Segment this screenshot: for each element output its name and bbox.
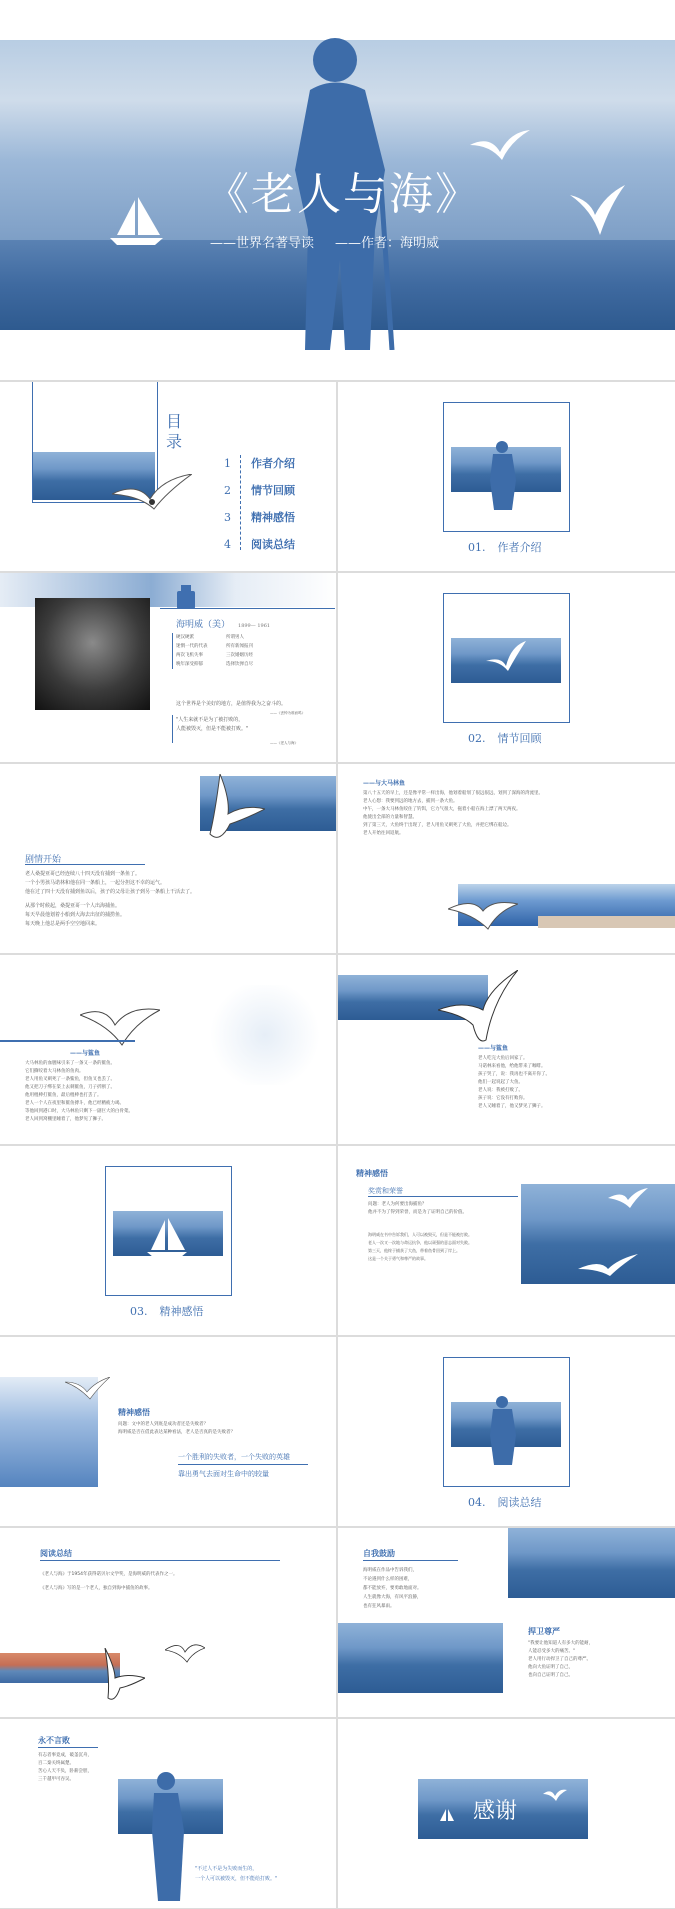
selfcheer-heading-2: 捍卫尊严 — [528, 1626, 560, 1636]
plot-heading: ——与大马林鱼 — [363, 780, 406, 787]
dock-image — [538, 916, 675, 928]
author-slide — [0, 573, 336, 762]
spirit-highlight-line — [178, 1464, 308, 1465]
plot-1-slide — [0, 764, 336, 953]
toc-item-1[interactable]: 1 作者介绍 — [224, 457, 295, 470]
seagull-icon — [200, 774, 265, 848]
thanks-slide — [338, 1719, 675, 1908]
thanks-label: 感谢 — [473, 1799, 518, 1824]
seagull-icon — [608, 1188, 648, 1214]
section-number: 03. 精神感悟 — [130, 1305, 204, 1318]
old-man-silhouette — [488, 440, 520, 514]
spirit-heading: 精神感悟 — [356, 1168, 388, 1178]
spirit-2-slide — [0, 1337, 336, 1526]
old-man-silhouette — [148, 1771, 188, 1905]
section-3-slide — [0, 1146, 336, 1335]
seagull-icon — [80, 1005, 160, 1054]
plot-para: 老人吃完大鱼后回家了。 马诺林来看他，给他带来了咖啡。 孩子哭了，说：我再也不离开你了。 他们一起说起了大鱼。 老人说：我被打败了。 孩子说：它没有打败你。 老人又睡着了，他又梦见了狮子。 — [478, 1056, 550, 1109]
selfcheer-sea-bottom — [338, 1623, 503, 1693]
plot-heading: ——与鲨鱼 — [478, 1045, 509, 1052]
never-heading: 永不言败 — [38, 1735, 70, 1745]
summary-heading-line — [40, 1560, 280, 1561]
plot-para-2: 从那个时候起，桑提亚哥一个人出海捕鱼。 每天早晨他划着小船到大海去出征的捕捞鱼。 每天晚上他总是两手空空地回来。 — [25, 903, 126, 927]
plot-heading: ——与鲨鱼 — [70, 1050, 101, 1057]
plot-4-slide — [338, 955, 675, 1144]
seagull-icon — [165, 1640, 205, 1669]
cover-subtitle: ——世界名著导读 — [210, 236, 315, 251]
section-number: 01. 作者介绍 — [468, 541, 542, 554]
toc-item-4[interactable]: 4 阅读总结 — [224, 538, 295, 551]
seagull-icon — [100, 1648, 145, 1707]
seagull-icon — [438, 970, 518, 1049]
spirit-1-slide — [338, 1146, 675, 1335]
author-line — [160, 608, 335, 609]
cover-author: ——作者：海明威 — [335, 236, 440, 251]
section-number: 04. 阅读总结 — [468, 1496, 542, 1509]
author-name: 海明威（美） 1899— 1961 — [176, 620, 271, 630]
selfcheer-sea-top — [508, 1528, 675, 1598]
toc-item-3[interactable]: 3 精神感悟 — [224, 511, 295, 524]
seagull-icon — [112, 474, 192, 523]
never-para: 有志者事竟成，破釜沉舟， 百二秦关终属楚。 苦心人天不负，卧薪尝胆， 三千越甲可吞吴。 — [38, 1753, 92, 1782]
seagull-icon — [65, 1377, 110, 1406]
spirit-heading: 精神感悟 — [118, 1407, 150, 1417]
seagull-icon — [448, 889, 518, 938]
selfcheer-heading: 自我鼓励 — [363, 1548, 395, 1558]
summary-heading: 阅读总结 — [40, 1548, 72, 1558]
plot-heading-line — [25, 864, 145, 865]
author-table: 硬汉硬派 所谓男人 迷惘一代的代表 所有新闻报刊 两次飞机失事 三次婚姻历经 晚年深受抑郁 选择饮弹自尽 — [176, 635, 253, 667]
toc-item-2[interactable]: 2 情节回顾 — [224, 484, 295, 497]
old-man-silhouette — [488, 1395, 520, 1469]
sailboat-icon — [438, 1809, 456, 1829]
plot-3-slide — [0, 955, 336, 1144]
spirit-highlight-2: 靠出勇气去面对生命中的较量 — [178, 1470, 269, 1478]
plot-para-1: 老人桑提亚哥已经连续八十四天没有捕到一条鱼了。 一个小男孩马诺林和他在同一条船上，一起分担这不幸的运气。 他在过了四十天没有捕到鱼以后，孩子的父母让孩子到另一条船上干活去了。 — [25, 871, 196, 895]
quote-source: ——《丧钟为谁而鸣》 — [270, 711, 305, 715]
summary-slide — [0, 1528, 336, 1717]
quote-box — [172, 715, 173, 743]
never-heading-line — [38, 1747, 98, 1748]
selfcheer-para-2: "我要让他知道人有多大的能耐， 人能忍受多大的痛苦。" 老人用行动捍卫了自己的尊严。 他向大鱼证明了自己， 也向自己证明了自己。 — [528, 1641, 594, 1678]
sailboat-icon — [105, 195, 165, 254]
seagull-icon — [486, 641, 526, 675]
section-number: 02. 情节回顾 — [468, 732, 542, 745]
quote-source-2: ——《老人与海》 — [270, 741, 298, 745]
plot-heading: 剧情开始 — [25, 855, 62, 865]
section-4-slide — [338, 1337, 675, 1526]
author-photo — [35, 598, 150, 710]
spirit-para: 海明威在书中告诉我们，人可以被毁灭，但是不能被打败。 老人一次又一次地与命运抗争，他以顽强的意志面对失败。 第三天，他终于捕获了大鱼，带着鱼骨回到了岸上。 这是一个关于勇气和尊严的故事。 — [368, 1232, 472, 1261]
selfcheer-slide — [338, 1528, 675, 1717]
plot-2-slide — [338, 764, 675, 953]
cover-slide — [0, 0, 675, 380]
seagull-icon — [570, 185, 625, 244]
plot-para: 第八十五天的早上，还是像平常一样出海，他划着船划了很远很远，划到了深海的湾流里。 老人心想：我要到远的地方去，捕到一条大鱼。 中午，一条大马林鱼咬住了钓饵，它力气很大，拖着小船在海上漂了两天两夜。 他使出全部的力量和智慧。 到了第三天，大鱼终于出现了，老人用鱼叉刺死了大鱼，并把它绑在船边。 老人开始往回返航。 — [363, 791, 543, 836]
toc-heading: 目录 — [166, 412, 183, 451]
selfcheer-para: 海明威在作品中告诉我们， 不论遇到什么样的困难， 都不能放弃，要勇敢地面对。 人生就像大海，有风平浪静， 也有狂风暴雨。 — [363, 1568, 422, 1609]
summary-para-1: 《老人与海》于1954年获得诺贝尔文学奖，是海明威的代表作之一。 — [40, 1572, 178, 1577]
section-1-slide — [338, 382, 675, 571]
author-quote: "人生来就不是为了被打败的， 人能被毁灭，但是不能被打败。" — [176, 717, 249, 732]
toc-slide — [0, 382, 336, 571]
spirit-question: 问题：老人为何要出海捕鱼？ 他并不为了得到荣誉，而是为了证明自己的价值。 — [368, 1202, 467, 1215]
section-2-slide — [338, 573, 675, 762]
selfcheer-heading-line — [363, 1560, 458, 1561]
sailboat-icon — [145, 1218, 189, 1262]
never-slide — [0, 1719, 336, 1908]
spirit-question: 问题：文中的老人到底是成功者还是失败者？ 海明威是否在借此表达某种看法，老人是否真的是失败者？ — [118, 1422, 235, 1435]
summary-para-2: 《老人与海》写的是一个老人，独自到海中捕鱼的故事。 — [40, 1586, 153, 1591]
never-quote: "不过人不是为失败而生的， 一个人可以被毁灭，但不能给打败。" — [195, 1866, 278, 1882]
cover-title: 《老人与海》 — [205, 169, 481, 220]
spirit-sub: 奖赏和荣誉 — [368, 1187, 403, 1195]
spirit-sub-line — [368, 1196, 518, 1197]
seagull-icon — [578, 1254, 638, 1283]
spirit-highlight-1: 一个胜利的失败者，一个失败的英雄 — [178, 1453, 290, 1461]
quote-intro: 这个世界是个美好的地方，是值得我为之奋斗的。 — [176, 701, 287, 707]
plot-para: 大马林鱼的血腥味引来了一条又一条的鲨鱼。 它们撕咬着大马林鱼的鱼肉。 老人用鱼叉刺死了一条鲨鱼，但鱼叉也丢了。 他又把刀子绑在桨上去刺鲨鱼，刀子折断了。 他用棍棒打鲨鱼，最后棍棒也打丢了。 老人一个人在夜里和鲨鱼搏斗，他已经精疲力竭。 等他回到港口时，大马林鱼只剩下一副巨大的白骨架。 老人回到窝棚里睡着了，他梦见了狮子。 — [25, 1061, 133, 1122]
author-table-bracket — [172, 633, 173, 669]
plot-heading-bar — [0, 1040, 135, 1042]
seagull-icon — [543, 1787, 567, 1806]
